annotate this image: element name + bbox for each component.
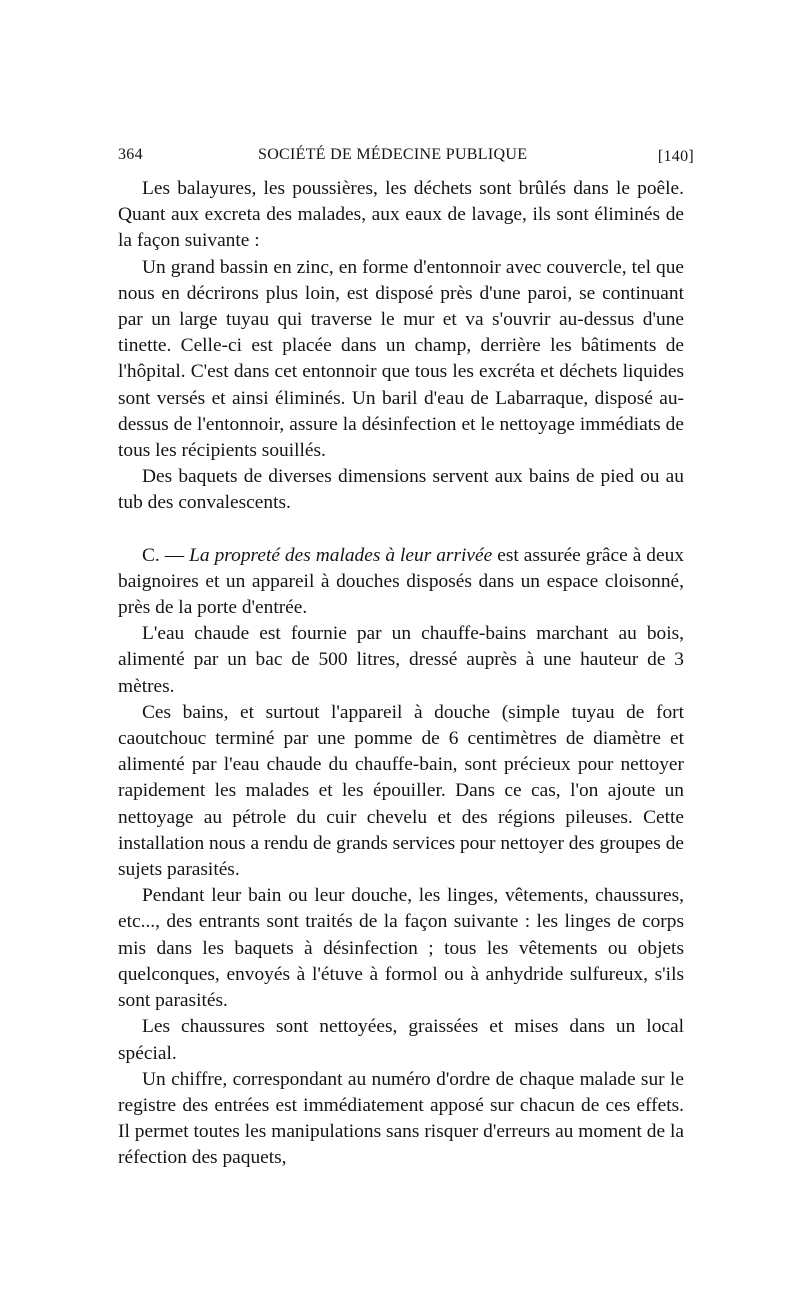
- paragraph: L'eau chaude est fournie par un chauffe-bains marchant au bois, alimenté par un bac de 500 litres, dressé auprès à une hauteur de 3 mètres.: [118, 623, 684, 697]
- paragraph: Ces bains, et surtout l'appareil à douche (simple tuyau de fort caoutchouc terminé par une pomme de 6 centimètres de diamètre et alimenté par l'eau chaude du chauffe-bain, sont précieux pour nettoyer rapidement les malades et les épouiller. Dans ce cas, l'on ajoute un nettoyage au pétrole du cuir chevelu et des régions pileuses. Cette installation nous a rendu de grands services pour nettoyer des groupes de sujets parasités.: [118, 701, 684, 881]
- page-header: [118, 146, 694, 176]
- paragraph: Les chaussures sont nettoyées, graissées et mises dans un local spécial.: [118, 1016, 684, 1064]
- section-c-rest: est assurée grâce à deux baignoires et un appareil à douches disposés dans un espace cloisonné, près de la porte d'entrée.: [118, 544, 684, 619]
- paragraph: Un chiffre, correspondant au numéro d'ordre de chaque malade sur le registre des entrées est immédiatement apposé sur chacun de ces effets. Il permet toutes les manipulations sans risquer d'erreurs au moment de la réfection des paquets,: [118, 1068, 684, 1169]
- section-c-paragraph: [118, 543, 684, 622]
- paragraph: Les balayures, les poussières, les déchets sont brûlés dans le poêle. Quant aux excreta des malades, aux eaux de lavage, ils sont éliminés de la façon suivante :: [118, 178, 684, 252]
- paragraph: Un grand bassin en zinc, en forme d'entonnoir avec couvercle, tel que nous en décrirons plus loin, est disposé près d'une paroi, se continuant par un large tuyau qui traverse le mur et va s'ouvrir au-dessus d'une tinette. Celle-ci est placée dans un champ, derrière les bâtiments de l'hôpital. C'est dans cet entonnoir que tous les excréta et déchets liquides sont versés et ainsi éliminés. Un baril d'eau de Labarraque, disposé au-dessus de l'entonnoir, assure la désinfection et le nettoyage immédiats de tous les récipients souillés.: [118, 256, 684, 462]
- paragraph: Pendant leur bain ou leur douche, les linges, vêtements, chaussures, etc..., des entrants sont traités de la façon suivante : les linges de corps mis dans les baquets à désinfection ; tous les vêtements ou objets quelconques, envoyés à l'étuve à formol ou à anhydride sulfureux, s'ils sont parasités.: [118, 885, 684, 1012]
- page-number: 364: [118, 146, 143, 163]
- paragraph: Des baquets de diverses dimensions servent aux bains de pied ou au tub des convalescents.: [118, 466, 684, 514]
- section-gap: [118, 517, 684, 543]
- body-text: [118, 176, 684, 1172]
- book-page: [118, 146, 694, 1172]
- section-marker: [140]: [657, 148, 694, 165]
- section-c-title: La propreté des malades à leur arrivée: [189, 544, 493, 566]
- running-title: SOCIÉTÉ DE MÉDECINE PUBLIQUE: [258, 146, 528, 163]
- section-c-lead: C. —: [142, 544, 190, 566]
